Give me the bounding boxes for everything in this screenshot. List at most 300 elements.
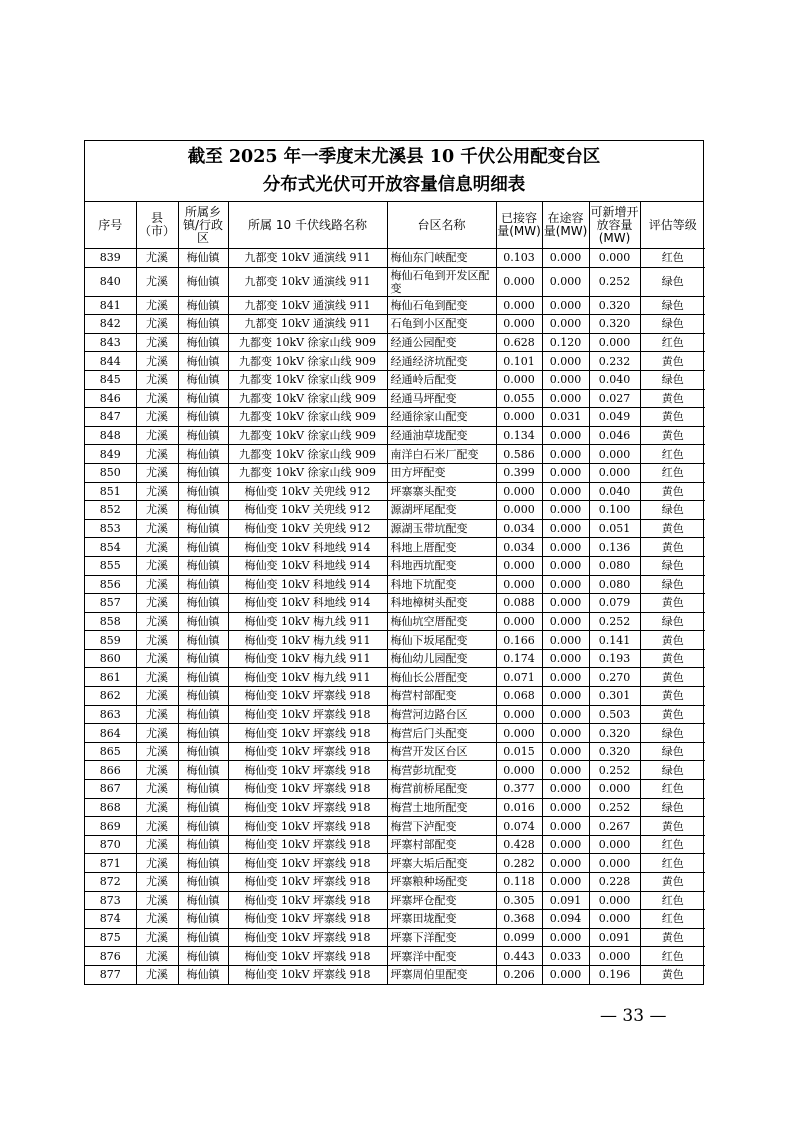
cell-available: 0.049 bbox=[589, 408, 640, 427]
cell-level: 黄色 bbox=[640, 668, 705, 687]
cell-pending: 0.000 bbox=[542, 724, 589, 743]
header-area: 台区名称 bbox=[387, 202, 496, 249]
cell-seq: 855 bbox=[85, 556, 136, 575]
cell-available: 0.080 bbox=[589, 575, 640, 594]
cell-area: 梅仙石龟到配变 bbox=[387, 296, 496, 315]
cell-connected: 0.206 bbox=[496, 965, 542, 983]
table-row bbox=[85, 463, 705, 482]
page-number: — 33 — bbox=[600, 1006, 667, 1026]
cell-town: 梅仙镇 bbox=[178, 426, 228, 445]
cell-town: 梅仙镇 bbox=[178, 333, 228, 352]
cell-available: 0.301 bbox=[589, 687, 640, 706]
cell-level: 红色 bbox=[640, 463, 705, 482]
cell-line: 梅仙变 10kV 坪寨线 918 bbox=[228, 742, 387, 761]
cell-level: 红色 bbox=[640, 854, 705, 873]
cell-town: 梅仙镇 bbox=[178, 873, 228, 892]
cell-line: 梅仙变 10kV 坪寨线 918 bbox=[228, 965, 387, 983]
cell-pending: 0.000 bbox=[542, 798, 589, 817]
cell-town: 梅仙镇 bbox=[178, 370, 228, 389]
cell-level: 绿色 bbox=[640, 575, 705, 594]
cell-connected: 0.000 bbox=[496, 724, 542, 743]
cell-connected: 0.000 bbox=[496, 501, 542, 520]
cell-line: 梅仙变 10kV 坪寨线 918 bbox=[228, 928, 387, 947]
cell-connected: 0.174 bbox=[496, 649, 542, 668]
cell-pending: 0.000 bbox=[542, 854, 589, 873]
cell-connected: 0.000 bbox=[496, 315, 542, 334]
cell-line: 九都变 10kV 徐家山线 909 bbox=[228, 463, 387, 482]
cell-area: 科地樟树头配变 bbox=[387, 594, 496, 613]
cell-town: 梅仙镇 bbox=[178, 631, 228, 650]
cell-town: 梅仙镇 bbox=[178, 556, 228, 575]
cell-area: 经通油草垅配变 bbox=[387, 426, 496, 445]
cell-pending: 0.000 bbox=[542, 742, 589, 761]
cell-pending: 0.000 bbox=[542, 761, 589, 780]
cell-connected: 0.000 bbox=[496, 575, 542, 594]
cell-town: 梅仙镇 bbox=[178, 928, 228, 947]
cell-line: 九都变 10kV 徐家山线 909 bbox=[228, 352, 387, 371]
cell-town: 梅仙镇 bbox=[178, 835, 228, 854]
cell-county: 尤溪 bbox=[136, 333, 178, 352]
cell-county: 尤溪 bbox=[136, 463, 178, 482]
cell-seq: 877 bbox=[85, 965, 136, 983]
cell-level: 黄色 bbox=[640, 594, 705, 613]
cell-pending: 0.000 bbox=[542, 267, 589, 296]
cell-pending: 0.000 bbox=[542, 873, 589, 892]
cell-town: 梅仙镇 bbox=[178, 463, 228, 482]
cell-connected: 0.034 bbox=[496, 519, 542, 538]
table-row bbox=[85, 761, 705, 780]
cell-pending: 0.000 bbox=[542, 249, 589, 268]
cell-town: 梅仙镇 bbox=[178, 891, 228, 910]
cell-town: 梅仙镇 bbox=[178, 445, 228, 464]
table-row bbox=[85, 296, 705, 315]
cell-connected: 0.118 bbox=[496, 873, 542, 892]
cell-pending: 0.000 bbox=[542, 352, 589, 371]
table-row bbox=[85, 891, 705, 910]
cell-county: 尤溪 bbox=[136, 267, 178, 296]
cell-pending: 0.000 bbox=[542, 296, 589, 315]
cell-available: 0.100 bbox=[589, 501, 640, 520]
cell-connected: 0.016 bbox=[496, 798, 542, 817]
cell-line: 梅仙变 10kV 坪寨线 918 bbox=[228, 761, 387, 780]
capacity-table bbox=[85, 202, 705, 984]
cell-pending: 0.094 bbox=[542, 910, 589, 929]
cell-available: 0.252 bbox=[589, 761, 640, 780]
cell-seq: 859 bbox=[85, 631, 136, 650]
cell-seq: 863 bbox=[85, 705, 136, 724]
cell-line: 梅仙变 10kV 梅九线 911 bbox=[228, 631, 387, 650]
cell-available: 0.000 bbox=[589, 947, 640, 966]
cell-line: 梅仙变 10kV 梅九线 911 bbox=[228, 649, 387, 668]
cell-connected: 0.305 bbox=[496, 891, 542, 910]
cell-pending: 0.000 bbox=[542, 649, 589, 668]
cell-pending: 0.000 bbox=[542, 780, 589, 799]
cell-pending: 0.000 bbox=[542, 463, 589, 482]
cell-available: 0.000 bbox=[589, 891, 640, 910]
cell-seq: 860 bbox=[85, 649, 136, 668]
cell-available: 0.000 bbox=[589, 780, 640, 799]
cell-seq: 871 bbox=[85, 854, 136, 873]
cell-level: 绿色 bbox=[640, 267, 705, 296]
cell-county: 尤溪 bbox=[136, 482, 178, 501]
cell-county: 尤溪 bbox=[136, 910, 178, 929]
cell-line: 梅仙变 10kV 梅九线 911 bbox=[228, 612, 387, 631]
cell-county: 尤溪 bbox=[136, 891, 178, 910]
cell-pending: 0.000 bbox=[542, 928, 589, 947]
cell-area: 源湖坪尾配变 bbox=[387, 501, 496, 520]
cell-available: 0.252 bbox=[589, 267, 640, 296]
cell-county: 尤溪 bbox=[136, 668, 178, 687]
cell-county: 尤溪 bbox=[136, 780, 178, 799]
table-row bbox=[85, 780, 705, 799]
cell-town: 梅仙镇 bbox=[178, 965, 228, 983]
cell-connected: 0.055 bbox=[496, 389, 542, 408]
table-row bbox=[85, 631, 705, 650]
cell-town: 梅仙镇 bbox=[178, 575, 228, 594]
cell-town: 梅仙镇 bbox=[178, 761, 228, 780]
cell-level: 黄色 bbox=[640, 352, 705, 371]
table-row bbox=[85, 426, 705, 445]
cell-town: 梅仙镇 bbox=[178, 649, 228, 668]
cell-pending: 0.000 bbox=[542, 594, 589, 613]
cell-seq: 854 bbox=[85, 538, 136, 557]
cell-town: 梅仙镇 bbox=[178, 724, 228, 743]
cell-area: 经通徐家山配变 bbox=[387, 408, 496, 427]
cell-seq: 858 bbox=[85, 612, 136, 631]
cell-connected: 0.074 bbox=[496, 817, 542, 836]
cell-seq: 847 bbox=[85, 408, 136, 427]
header-seq: 序号 bbox=[85, 202, 136, 249]
cell-seq: 874 bbox=[85, 910, 136, 929]
cell-seq: 844 bbox=[85, 352, 136, 371]
cell-available: 0.320 bbox=[589, 724, 640, 743]
cell-available: 0.141 bbox=[589, 631, 640, 650]
cell-pending: 0.000 bbox=[542, 612, 589, 631]
cell-level: 红色 bbox=[640, 891, 705, 910]
cell-area: 梅营后门头配变 bbox=[387, 724, 496, 743]
cell-line: 梅仙变 10kV 科地线 914 bbox=[228, 575, 387, 594]
cell-area: 梅仙下坂尾配变 bbox=[387, 631, 496, 650]
cell-connected: 0.000 bbox=[496, 761, 542, 780]
cell-available: 0.000 bbox=[589, 854, 640, 873]
cell-connected: 0.000 bbox=[496, 408, 542, 427]
cell-connected: 0.428 bbox=[496, 835, 542, 854]
cell-seq: 870 bbox=[85, 835, 136, 854]
cell-pending: 0.000 bbox=[542, 668, 589, 687]
cell-area: 梅营土地所配变 bbox=[387, 798, 496, 817]
cell-county: 尤溪 bbox=[136, 538, 178, 557]
cell-town: 梅仙镇 bbox=[178, 538, 228, 557]
cell-area: 梅营村部配变 bbox=[387, 687, 496, 706]
cell-line: 九都变 10kV 通演线 911 bbox=[228, 315, 387, 334]
cell-level: 绿色 bbox=[640, 556, 705, 575]
cell-level: 红色 bbox=[640, 445, 705, 464]
cell-town: 梅仙镇 bbox=[178, 817, 228, 836]
cell-connected: 0.368 bbox=[496, 910, 542, 929]
cell-pending: 0.000 bbox=[542, 817, 589, 836]
cell-level: 绿色 bbox=[640, 612, 705, 631]
table-row bbox=[85, 370, 705, 389]
cell-level: 绿色 bbox=[640, 742, 705, 761]
cell-seq: 841 bbox=[85, 296, 136, 315]
cell-available: 0.040 bbox=[589, 482, 640, 501]
cell-connected: 0.000 bbox=[496, 612, 542, 631]
cell-town: 梅仙镇 bbox=[178, 910, 228, 929]
table-row bbox=[85, 575, 705, 594]
cell-available: 0.232 bbox=[589, 352, 640, 371]
cell-town: 梅仙镇 bbox=[178, 408, 228, 427]
cell-available: 0.193 bbox=[589, 649, 640, 668]
cell-level: 绿色 bbox=[640, 501, 705, 520]
cell-town: 梅仙镇 bbox=[178, 389, 228, 408]
cell-seq: 864 bbox=[85, 724, 136, 743]
cell-level: 黄色 bbox=[640, 817, 705, 836]
table-row bbox=[85, 965, 705, 983]
table-row bbox=[85, 835, 705, 854]
header-level: 评估等级 bbox=[640, 202, 705, 249]
cell-county: 尤溪 bbox=[136, 575, 178, 594]
cell-county: 尤溪 bbox=[136, 249, 178, 268]
cell-area: 科地西坑配变 bbox=[387, 556, 496, 575]
cell-town: 梅仙镇 bbox=[178, 742, 228, 761]
table-row bbox=[85, 742, 705, 761]
cell-seq: 867 bbox=[85, 780, 136, 799]
cell-connected: 0.282 bbox=[496, 854, 542, 873]
cell-pending: 0.000 bbox=[542, 687, 589, 706]
cell-level: 黄色 bbox=[640, 519, 705, 538]
data-table-sheet bbox=[84, 140, 704, 985]
cell-county: 尤溪 bbox=[136, 612, 178, 631]
cell-level: 绿色 bbox=[640, 761, 705, 780]
cell-pending: 0.000 bbox=[542, 315, 589, 334]
cell-line: 梅仙变 10kV 坪寨线 918 bbox=[228, 687, 387, 706]
cell-level: 红色 bbox=[640, 333, 705, 352]
table-row bbox=[85, 612, 705, 631]
cell-level: 黄色 bbox=[640, 928, 705, 947]
cell-town: 梅仙镇 bbox=[178, 296, 228, 315]
cell-available: 0.000 bbox=[589, 249, 640, 268]
cell-seq: 850 bbox=[85, 463, 136, 482]
cell-county: 尤溪 bbox=[136, 352, 178, 371]
cell-seq: 869 bbox=[85, 817, 136, 836]
cell-area: 梅仙长公厝配变 bbox=[387, 668, 496, 687]
cell-line: 梅仙变 10kV 坪寨线 918 bbox=[228, 817, 387, 836]
cell-level: 黄色 bbox=[640, 687, 705, 706]
cell-county: 尤溪 bbox=[136, 705, 178, 724]
cell-area: 南洋白石米厂配变 bbox=[387, 445, 496, 464]
cell-pending: 0.000 bbox=[542, 482, 589, 501]
cell-seq: 868 bbox=[85, 798, 136, 817]
cell-level: 黄色 bbox=[640, 389, 705, 408]
table-row bbox=[85, 333, 705, 352]
cell-available: 0.320 bbox=[589, 315, 640, 334]
cell-connected: 0.586 bbox=[496, 445, 542, 464]
cell-level: 黄色 bbox=[640, 482, 705, 501]
cell-level: 红色 bbox=[640, 249, 705, 268]
cell-county: 尤溪 bbox=[136, 445, 178, 464]
cell-area: 坪寨洋中配变 bbox=[387, 947, 496, 966]
cell-line: 梅仙变 10kV 坪寨线 918 bbox=[228, 873, 387, 892]
cell-line: 梅仙变 10kV 坪寨线 918 bbox=[228, 780, 387, 799]
cell-pending: 0.031 bbox=[542, 408, 589, 427]
cell-pending: 0.000 bbox=[542, 835, 589, 854]
cell-available: 0.252 bbox=[589, 612, 640, 631]
cell-pending: 0.000 bbox=[542, 965, 589, 983]
cell-seq: 862 bbox=[85, 687, 136, 706]
cell-area: 梅营彭坑配变 bbox=[387, 761, 496, 780]
cell-county: 尤溪 bbox=[136, 798, 178, 817]
cell-available: 0.046 bbox=[589, 426, 640, 445]
cell-level: 黄色 bbox=[640, 649, 705, 668]
cell-level: 黄色 bbox=[640, 426, 705, 445]
cell-line: 梅仙变 10kV 关兜线 912 bbox=[228, 501, 387, 520]
cell-connected: 0.399 bbox=[496, 463, 542, 482]
cell-seq: 840 bbox=[85, 267, 136, 296]
cell-pending: 0.000 bbox=[542, 389, 589, 408]
cell-level: 红色 bbox=[640, 835, 705, 854]
cell-available: 0.000 bbox=[589, 835, 640, 854]
cell-available: 0.503 bbox=[589, 705, 640, 724]
header-line: 所属 10 千伏线路名称 bbox=[228, 202, 387, 249]
cell-county: 尤溪 bbox=[136, 761, 178, 780]
cell-area: 梅仙幼儿园配变 bbox=[387, 649, 496, 668]
header-row bbox=[85, 202, 705, 249]
table-row bbox=[85, 501, 705, 520]
cell-county: 尤溪 bbox=[136, 408, 178, 427]
cell-seq: 865 bbox=[85, 742, 136, 761]
cell-line: 九都变 10kV 通演线 911 bbox=[228, 296, 387, 315]
cell-connected: 0.015 bbox=[496, 742, 542, 761]
cell-line: 梅仙变 10kV 坪寨线 918 bbox=[228, 891, 387, 910]
cell-connected: 0.134 bbox=[496, 426, 542, 445]
cell-line: 九都变 10kV 徐家山线 909 bbox=[228, 333, 387, 352]
cell-connected: 0.000 bbox=[496, 296, 542, 315]
table-row bbox=[85, 556, 705, 575]
cell-town: 梅仙镇 bbox=[178, 482, 228, 501]
cell-line: 梅仙变 10kV 科地线 914 bbox=[228, 538, 387, 557]
cell-line: 梅仙变 10kV 关兜线 912 bbox=[228, 519, 387, 538]
cell-line: 梅仙变 10kV 科地线 914 bbox=[228, 556, 387, 575]
header-available: 可新增开放容量(MW) bbox=[589, 202, 640, 249]
cell-pending: 0.000 bbox=[542, 705, 589, 724]
cell-available: 0.000 bbox=[589, 333, 640, 352]
cell-seq: 846 bbox=[85, 389, 136, 408]
cell-line: 梅仙变 10kV 梅九线 911 bbox=[228, 668, 387, 687]
table-row bbox=[85, 352, 705, 371]
cell-county: 尤溪 bbox=[136, 519, 178, 538]
cell-connected: 0.000 bbox=[496, 556, 542, 575]
cell-available: 0.228 bbox=[589, 873, 640, 892]
cell-town: 梅仙镇 bbox=[178, 249, 228, 268]
cell-seq: 849 bbox=[85, 445, 136, 464]
cell-level: 黄色 bbox=[640, 965, 705, 983]
cell-pending: 0.000 bbox=[542, 538, 589, 557]
cell-connected: 0.068 bbox=[496, 687, 542, 706]
table-row bbox=[85, 267, 705, 296]
cell-line: 梅仙变 10kV 坪寨线 918 bbox=[228, 705, 387, 724]
cell-seq: 851 bbox=[85, 482, 136, 501]
cell-county: 尤溪 bbox=[136, 947, 178, 966]
cell-county: 尤溪 bbox=[136, 296, 178, 315]
cell-pending: 0.000 bbox=[542, 631, 589, 650]
cell-town: 梅仙镇 bbox=[178, 798, 228, 817]
cell-connected: 0.000 bbox=[496, 705, 542, 724]
cell-pending: 0.000 bbox=[542, 575, 589, 594]
cell-seq: 843 bbox=[85, 333, 136, 352]
cell-level: 黄色 bbox=[640, 873, 705, 892]
cell-area: 科地上厝配变 bbox=[387, 538, 496, 557]
cell-line: 梅仙变 10kV 坪寨线 918 bbox=[228, 910, 387, 929]
cell-area: 梅营开发区台区 bbox=[387, 742, 496, 761]
header-connected: 已接容量(MW) bbox=[496, 202, 542, 249]
cell-town: 梅仙镇 bbox=[178, 519, 228, 538]
cell-area: 梅营河边路台区 bbox=[387, 705, 496, 724]
cell-seq: 866 bbox=[85, 761, 136, 780]
cell-area: 科地下坑配变 bbox=[387, 575, 496, 594]
cell-county: 尤溪 bbox=[136, 594, 178, 613]
cell-area: 梅营前桥尾配变 bbox=[387, 780, 496, 799]
cell-connected: 0.443 bbox=[496, 947, 542, 966]
cell-town: 梅仙镇 bbox=[178, 854, 228, 873]
cell-area: 坪寨村部配变 bbox=[387, 835, 496, 854]
cell-available: 0.270 bbox=[589, 668, 640, 687]
table-row bbox=[85, 389, 705, 408]
cell-county: 尤溪 bbox=[136, 724, 178, 743]
cell-area: 经通岭后配变 bbox=[387, 370, 496, 389]
cell-town: 梅仙镇 bbox=[178, 612, 228, 631]
table-row bbox=[85, 594, 705, 613]
cell-county: 尤溪 bbox=[136, 631, 178, 650]
cell-seq: 875 bbox=[85, 928, 136, 947]
cell-level: 黄色 bbox=[640, 408, 705, 427]
cell-pending: 0.120 bbox=[542, 333, 589, 352]
cell-connected: 0.071 bbox=[496, 668, 542, 687]
table-row bbox=[85, 798, 705, 817]
cell-pending: 0.033 bbox=[542, 947, 589, 966]
cell-county: 尤溪 bbox=[136, 835, 178, 854]
table-row bbox=[85, 649, 705, 668]
cell-area: 坪寨寨头配变 bbox=[387, 482, 496, 501]
table-title-line1: 截至 2025 年一季度末尤溪县 10 千伏公用配变台区 bbox=[187, 147, 601, 167]
cell-pending: 0.000 bbox=[542, 556, 589, 575]
cell-area: 经通马坪配变 bbox=[387, 389, 496, 408]
table-title-line2: 分布式光伏可开放容量信息明细表 bbox=[85, 171, 703, 202]
table-row bbox=[85, 408, 705, 427]
cell-connected: 0.099 bbox=[496, 928, 542, 947]
cell-town: 梅仙镇 bbox=[178, 352, 228, 371]
cell-county: 尤溪 bbox=[136, 742, 178, 761]
cell-county: 尤溪 bbox=[136, 649, 178, 668]
cell-seq: 873 bbox=[85, 891, 136, 910]
header-pending: 在途容量(MW) bbox=[542, 202, 589, 249]
cell-line: 九都变 10kV 徐家山线 909 bbox=[228, 389, 387, 408]
cell-town: 梅仙镇 bbox=[178, 780, 228, 799]
table-row bbox=[85, 928, 705, 947]
table-row bbox=[85, 538, 705, 557]
cell-available: 0.079 bbox=[589, 594, 640, 613]
table-row bbox=[85, 668, 705, 687]
cell-line: 九都变 10kV 徐家山线 909 bbox=[228, 370, 387, 389]
cell-area: 梅营下泸配变 bbox=[387, 817, 496, 836]
cell-line: 梅仙变 10kV 坪寨线 918 bbox=[228, 854, 387, 873]
cell-connected: 0.628 bbox=[496, 333, 542, 352]
cell-available: 0.080 bbox=[589, 556, 640, 575]
cell-connected: 0.103 bbox=[496, 249, 542, 268]
cell-level: 绿色 bbox=[640, 798, 705, 817]
cell-county: 尤溪 bbox=[136, 370, 178, 389]
cell-pending: 0.091 bbox=[542, 891, 589, 910]
cell-county: 尤溪 bbox=[136, 928, 178, 947]
